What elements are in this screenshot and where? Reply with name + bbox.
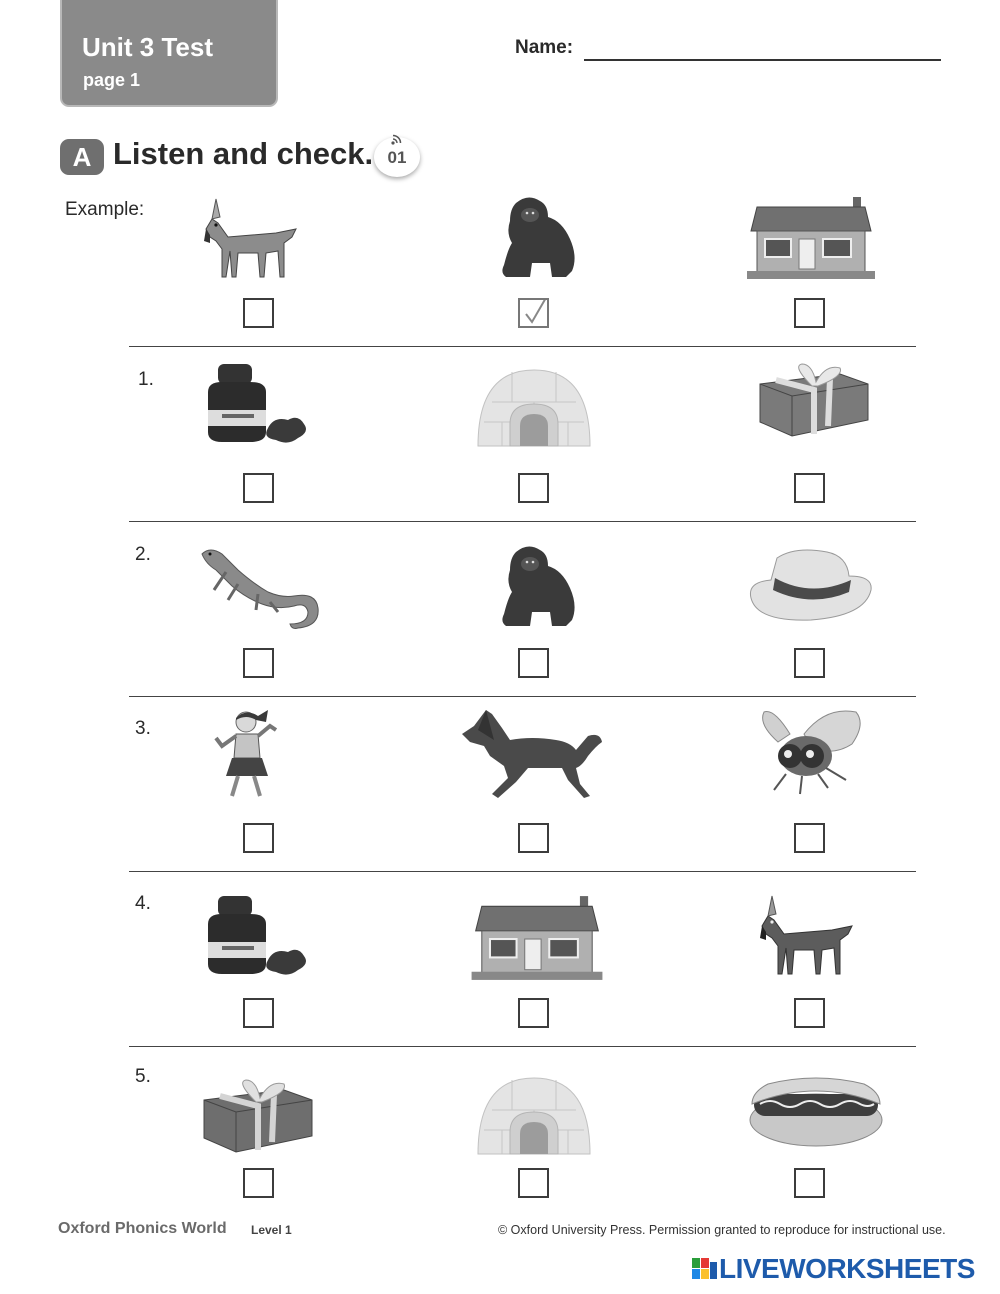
goat-image [196, 193, 306, 283]
row-divider [129, 871, 916, 872]
level-label: Level 1 [251, 1223, 292, 1237]
answer-checkbox[interactable] [794, 298, 825, 328]
answer-checkbox[interactable] [518, 998, 549, 1028]
ink-image [202, 362, 312, 448]
row-divider [129, 521, 916, 522]
answer-checkbox[interactable] [518, 648, 549, 678]
girl-image [214, 706, 280, 802]
audio-icon [389, 131, 405, 147]
gorilla-image [496, 193, 580, 283]
answer-checkbox[interactable] [794, 1168, 825, 1198]
liveworksheets-logo-icon [692, 1258, 718, 1280]
answer-checkbox[interactable] [243, 473, 274, 503]
answer-checkbox[interactable] [518, 1168, 549, 1198]
answer-checkbox[interactable] [243, 648, 274, 678]
row-divider [129, 1046, 916, 1047]
answer-checkbox[interactable] [243, 1168, 274, 1198]
unit-title: Unit 3 Test [82, 32, 213, 62]
publisher-brand: Oxford Phonics World [58, 1220, 227, 1237]
answer-checkbox[interactable] [243, 298, 274, 328]
audio-track-number: 01 [387, 148, 407, 167]
ink-image [202, 894, 312, 980]
igloo-image [472, 1070, 598, 1160]
copyright-text: © Oxford University Press. Permission granted to reproduce for instructional use. [498, 1223, 946, 1237]
name-label: Name: [515, 37, 574, 58]
row-label: 3. [135, 718, 151, 739]
fly-image [756, 704, 866, 800]
answer-checkbox[interactable] [794, 648, 825, 678]
gift-image [200, 1074, 318, 1160]
lizard-image [198, 544, 322, 634]
section-badge: A [60, 139, 104, 175]
checkmark-icon [520, 300, 548, 328]
hat-image [747, 546, 875, 624]
answer-checkbox[interactable] [518, 473, 549, 503]
name-field[interactable] [584, 59, 941, 61]
row-divider [129, 696, 916, 697]
answer-checkbox[interactable] [794, 473, 825, 503]
answer-checkbox[interactable] [518, 298, 549, 328]
section-title: Listen and check. [113, 136, 374, 171]
gift-image [756, 362, 874, 440]
row-divider [129, 346, 916, 347]
gorilla-image [496, 542, 580, 632]
row-label: 5. [135, 1066, 151, 1087]
answer-checkbox[interactable] [243, 823, 274, 853]
row-label: 2. [135, 544, 151, 565]
audio-track-button[interactable] [374, 137, 420, 177]
row-label: Example: [65, 199, 145, 220]
house-image [747, 193, 875, 283]
row-label: 4. [135, 893, 151, 914]
goat-image [752, 890, 862, 980]
hotdog-image [746, 1074, 886, 1150]
unit-header-tab [60, 0, 278, 107]
answer-checkbox[interactable] [794, 823, 825, 853]
answer-checkbox[interactable] [243, 998, 274, 1028]
answer-checkbox[interactable] [794, 998, 825, 1028]
house-image [468, 892, 606, 984]
row-label: 1. [138, 369, 154, 390]
liveworksheets-logo[interactable]: LIVEWORKSHEETS [719, 1253, 975, 1284]
igloo-image [472, 362, 598, 452]
answer-checkbox[interactable] [518, 823, 549, 853]
unit-page-label: page 1 [83, 70, 141, 90]
horse-image [458, 706, 604, 802]
